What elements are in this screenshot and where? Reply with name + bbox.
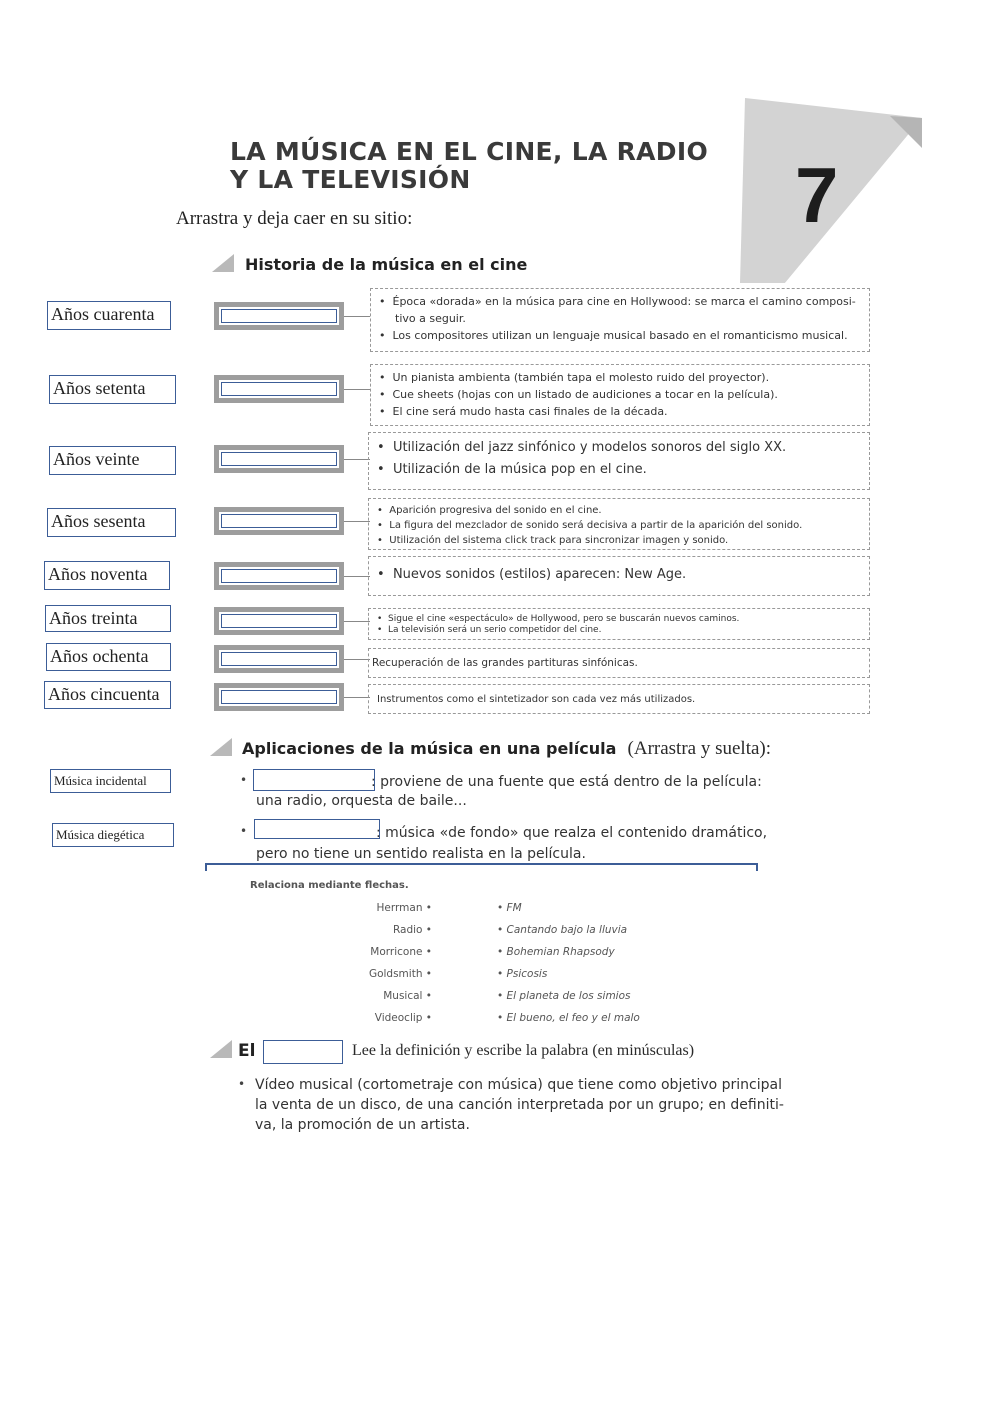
- description-box-8: [368, 684, 870, 714]
- application-1-text-2: una radio, orquesta de baile...: [256, 793, 467, 809]
- drop-target-application-2[interactable]: [254, 819, 380, 839]
- title-line-2: Y LA TELEVISIÓN: [230, 165, 471, 194]
- description-box-3: • Utilización del jazz sinfónico y modelos sonoros del siglo XX. • Utilización de la música pop en el cine.: [368, 432, 870, 490]
- instruction-text: Arrastra y deja caer en su sitio:: [176, 208, 413, 229]
- draggable-label-anos-setenta[interactable]: Años setenta: [49, 375, 176, 404]
- connector-line: [344, 659, 370, 660]
- connector-line: [344, 576, 370, 577]
- connector-line: [344, 459, 370, 460]
- match-left-item: Videoclip •: [374, 1012, 432, 1024]
- match-right-item: • El bueno, el feo y el malo: [497, 1012, 640, 1024]
- section4-heading-prefix: El: [238, 1041, 256, 1061]
- match-left-item: Musical •: [383, 990, 432, 1002]
- match-left-item: Radio •: [392, 924, 432, 936]
- connector-line: [344, 316, 370, 317]
- chapter-number: 7: [795, 151, 839, 239]
- description-text: Utilización del sistema click track para sincronizar imagen y sonido.: [389, 535, 729, 546]
- draggable-label-anos-treinta[interactable]: Años treinta: [45, 605, 171, 632]
- match-right-item: • FM: [497, 902, 522, 914]
- drop-target-5[interactable]: [214, 562, 344, 590]
- match-right-item: • Bohemian Rhapsody: [497, 946, 615, 958]
- draggable-label-anos-noventa[interactable]: Años noventa: [44, 561, 170, 590]
- description-box-1: • Época «dorada» en la música para cine en Hollywood: se marca el camino composi- tivo a seguir. • Los compositores utilizan un lenguaje musical basado en el romanticismo musical.: [370, 288, 870, 352]
- page-title: [230, 138, 708, 194]
- description-text: tivo a seguir.: [395, 312, 466, 325]
- connector-line: [344, 521, 370, 522]
- drop-target-3[interactable]: [214, 445, 344, 473]
- application-2-text: : música «de fondo» que realza el contenido dramático,: [376, 825, 768, 841]
- answer-input-box[interactable]: [263, 1040, 343, 1064]
- bullet: •: [238, 1077, 246, 1091]
- description-text: Cue sheets (hojas con un listado de audiciones a tocar en la película).: [392, 388, 778, 401]
- description-box-2: • Un pianista ambienta (también tapa el molesto ruido del proyector). • Cue sheets (hojas con un listado de audiciones a tocar en la película). • El cine será mudo hasta casi finales de la década.: [370, 364, 870, 426]
- section-marker-icon: [210, 738, 232, 756]
- description-text: Un pianista ambienta (también tapa el molesto ruido del proyector).: [392, 371, 770, 384]
- description-box-6: • Sigue el cine «espectáculo» de Hollywood, pero se buscarán nuevos caminos. • La televisión será un serio competidor del cine.: [368, 608, 870, 640]
- description-text: Instrumentos como el sintetizador son cada vez más utilizados.: [377, 694, 696, 705]
- description-text: El cine será mudo hasta casi finales de la década.: [392, 405, 668, 418]
- draggable-label-anos-veinte[interactable]: Años veinte: [49, 446, 176, 475]
- match-right-item: • Psicosis: [497, 968, 548, 980]
- definition-text: Vídeo musical (cortometraje con música) que tiene como objetivo principal la venta de un disco, de una canción interpretada por un grupo; en definiti- va, la promoción de un artista.: [255, 1077, 784, 1133]
- section2-heading-note: (Arrastra y suelta):: [627, 738, 772, 759]
- separator-tick: [756, 863, 758, 871]
- description-text: Época «dorada» en la música para cine en Hollywood: se marca el camino composi-: [392, 295, 856, 308]
- drop-target-4[interactable]: [214, 507, 344, 535]
- connector-line: [344, 621, 370, 622]
- drop-target-application-1[interactable]: [253, 769, 375, 791]
- description-text: La figura del mezclador de sonido será decisiva a partir de la aparición del sonido.: [389, 520, 803, 531]
- match-left-item: Herrman •: [376, 902, 432, 914]
- connector-line: [344, 389, 370, 390]
- draggable-label-musica-diegetica[interactable]: Música diegética: [52, 823, 174, 847]
- draggable-label-musica-incidental[interactable]: Música incidental: [50, 769, 171, 793]
- title-line-1: LA MÚSICA EN EL CINE, LA RADIO: [230, 137, 709, 166]
- draggable-label-anos-cincuenta[interactable]: Años cincuenta: [44, 681, 171, 709]
- section1-heading: Historia de la música en el cine: [245, 255, 528, 274]
- description-text: Utilización del jazz sinfónico y modelos sonoros del siglo XX.: [392, 440, 787, 455]
- description-text: Utilización de la música pop en el cine.: [392, 462, 647, 477]
- draggable-label-anos-sesenta[interactable]: Años sesenta: [47, 508, 176, 537]
- draggable-label-anos-cuarenta[interactable]: Años cuarenta: [47, 301, 171, 330]
- section-marker-icon: [212, 254, 234, 272]
- bullet: •: [240, 773, 248, 787]
- match-left-item: Morricone •: [370, 946, 432, 958]
- drop-target-7[interactable]: [214, 645, 344, 673]
- description-box-5: • Nuevos sonidos (estilos) aparecen: New Age.: [368, 556, 870, 596]
- application-2-text-2: pero no tiene un sentido realista en la película.: [256, 846, 586, 862]
- section2-heading: Aplicaciones de la música en una película: [242, 739, 617, 758]
- drop-target-1[interactable]: [214, 302, 344, 330]
- bullet: •: [240, 824, 248, 838]
- match-right-item: • Cantando bajo la lluvia: [497, 924, 628, 936]
- description-text: Nuevos sonidos (estilos) aparecen: New Age.: [392, 567, 687, 582]
- description-text: Los compositores utilizan un lenguaje musical basado en el romanticismo musical.: [392, 329, 848, 342]
- description-text: La televisión será un serio competidor del cine.: [388, 625, 602, 635]
- section3-heading: Relaciona mediante flechas.: [250, 880, 409, 891]
- section-marker-icon: [210, 1040, 232, 1058]
- draggable-label-anos-ochenta[interactable]: Años ochenta: [46, 643, 171, 671]
- connector-line: [344, 697, 370, 698]
- application-1-text: : proviene de una fuente que está dentro de la película:: [371, 774, 762, 790]
- description-text: Recuperación de las grandes partituras sinfónicas.: [372, 657, 638, 669]
- section4-instruction: Lee la definición y escribe la palabra (en minúsculas): [352, 1042, 695, 1059]
- separator-line: [205, 863, 758, 865]
- section2-heading-row: [242, 738, 771, 760]
- match-left-item: Goldsmith •: [368, 968, 432, 980]
- drop-target-8[interactable]: [214, 683, 344, 711]
- description-text: Sigue el cine «espectáculo» de Hollywood, pero se buscarán nuevos caminos.: [388, 614, 740, 624]
- description-box-7: [368, 648, 870, 678]
- drop-target-6[interactable]: [214, 607, 344, 635]
- drop-target-2[interactable]: [214, 375, 344, 403]
- description-box-4: • Aparición progresiva del sonido en el cine. • La figura del mezclador de sonido será decisiva a partir de la aparición del sonido. • Utilización del sistema click track para sincronizar imagen y sonido.: [368, 498, 870, 550]
- separator-tick: [205, 863, 207, 871]
- description-text: Aparición progresiva del sonido en el cine.: [389, 505, 602, 516]
- match-right-item: • El planeta de los simios: [497, 990, 631, 1002]
